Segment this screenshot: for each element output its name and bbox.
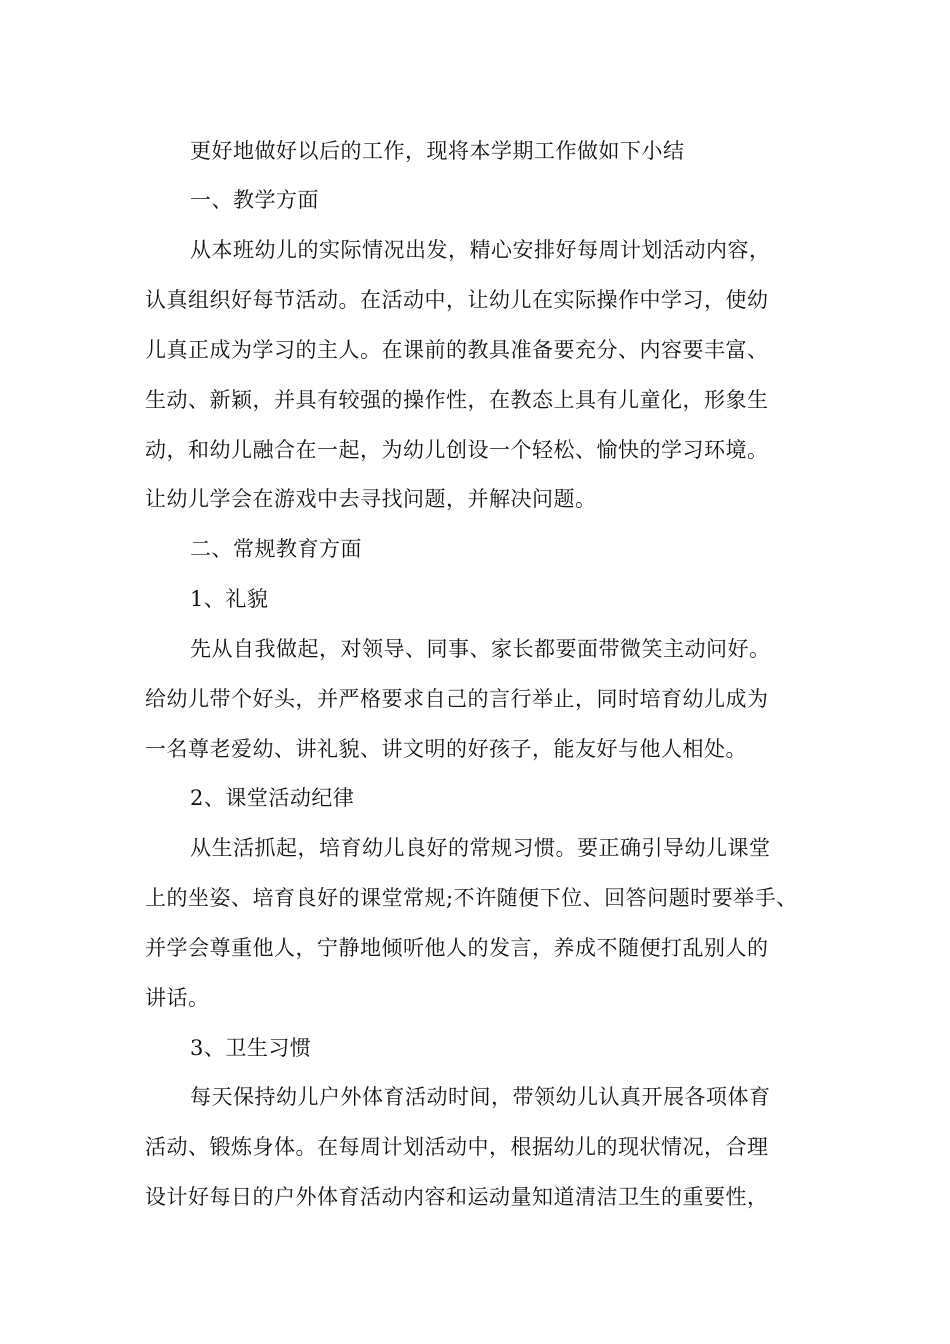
paragraph-intro-line: 更好地做好以后的工作，现将本学期工作做如下小结: [190, 139, 685, 163]
subheading-hygiene: 3、卫生习惯: [190, 1036, 312, 1060]
paragraph-teaching-line-5: 动，和幼儿融合在一起，为幼儿创设一个轻松、愉快的学习环境。: [145, 438, 769, 462]
paragraph-teaching-line-3: 儿真正成为学习的主人。在课前的教具准备要充分、内容要丰富、: [145, 338, 769, 362]
paragraph-hygiene-line-2: 活动、锻炼身体。在每周计划活动中，根据幼儿的现状情况，合理: [145, 1135, 769, 1159]
paragraph-teaching-line-2: 认真组织好每节活动。在活动中，让幼儿在实际操作中学习，使幼: [145, 288, 769, 312]
paragraph-discipline-line-3: 并学会尊重他人，宁静地倾听他人的发言，养成不随便打乱别人的: [145, 936, 769, 960]
paragraph-discipline-line-1: 从生活抓起，培育幼儿良好的常规习惯。要正确引导幼儿课堂: [190, 836, 771, 860]
paragraph-politeness-line-2: 给幼儿带个好头，并严格要求自己的言行举止，同时培育幼儿成为: [145, 687, 769, 711]
paragraph-politeness-line-3: 一名尊老爱幼、讲礼貌、讲文明的好孩子，能友好与他人相处。: [145, 737, 747, 761]
subheading-politeness: 1、礼貌: [190, 587, 269, 611]
paragraph-discipline-line-4: 讲话。: [145, 986, 210, 1010]
section-heading-teaching: 一、教学方面: [190, 188, 319, 212]
paragraph-hygiene-line-1: 每天保持幼儿户外体育活动时间，带领幼儿认真开展各项体育: [190, 1085, 771, 1109]
paragraph-discipline-line-2: 上的坐姿、培育良好的课堂常规;不许随便下位、回答问题时要举手、: [145, 886, 798, 910]
paragraph-hygiene-line-3: 设计好每日的户外体育活动内容和运动量知道清洁卫生的重要性，: [145, 1185, 769, 1209]
section-heading-routine: 二、常规教育方面: [190, 537, 362, 561]
subheading-class-discipline: 2、课堂活动纪律: [190, 786, 355, 810]
paragraph-politeness-line-1: 先从自我做起，对领导、同事、家长都要面带微笑主动问好。: [190, 637, 771, 661]
paragraph-teaching-line-6: 让幼儿学会在游戏中去寻找问题，并解决问题。: [145, 487, 597, 511]
paragraph-teaching-line-4: 生动、新颖，并具有较强的操作性，在教态上具有儿童化，形象生: [145, 388, 769, 412]
paragraph-teaching-line-1: 从本班幼儿的实际情况出发，精心安排好每周计划活动内容，: [190, 238, 771, 262]
